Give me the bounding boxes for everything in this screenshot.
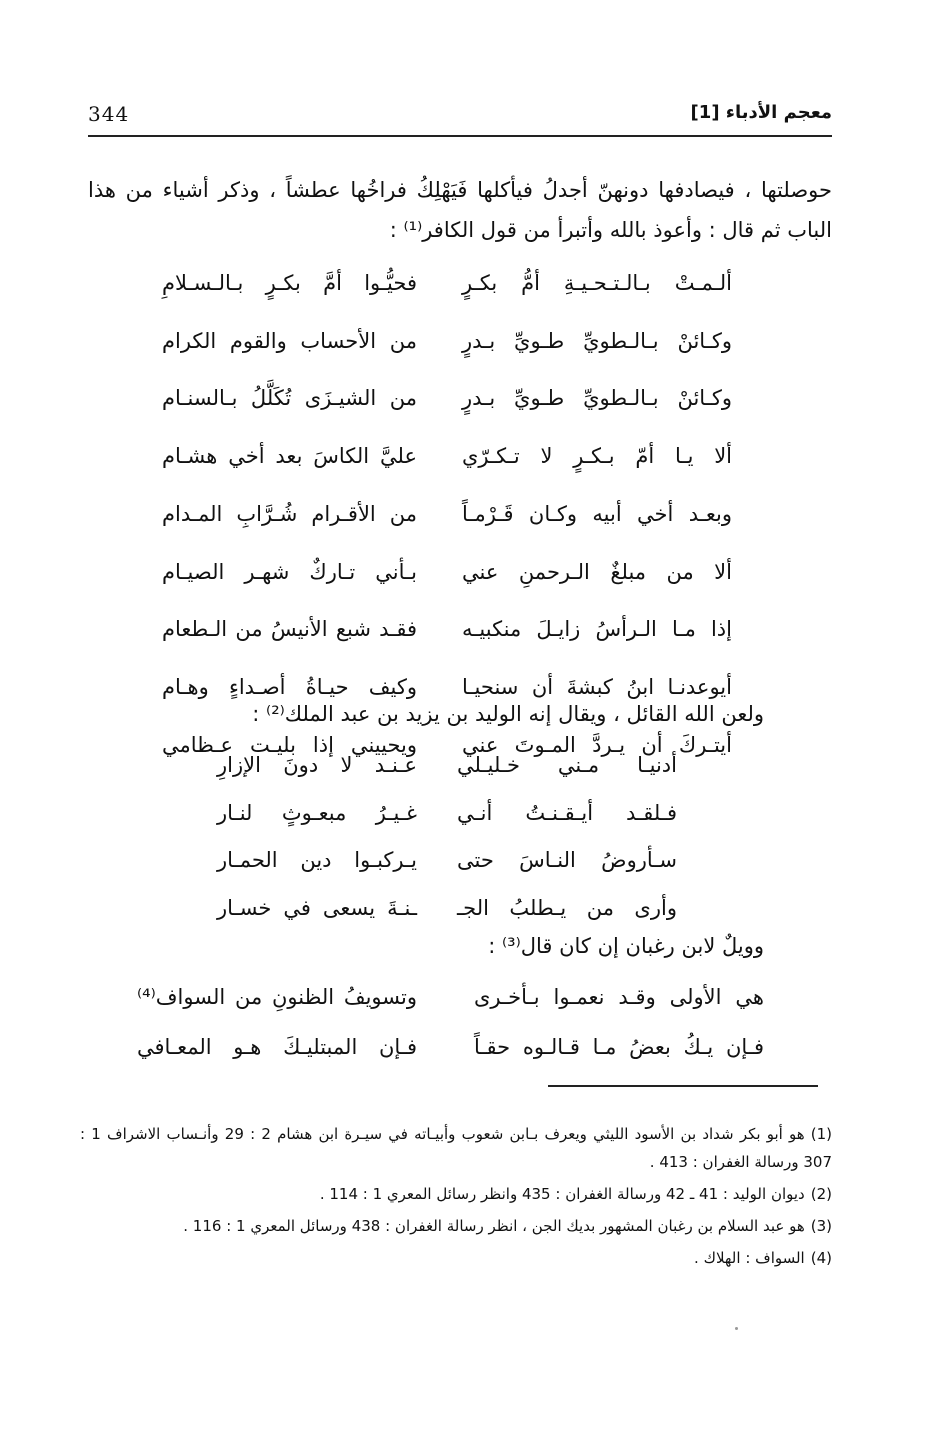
intro-paragraph: حوصلتها ، فيصادفها دونهنّ أجدلُ فيأكلها فَيَهْلِكُ فراخُها عطشاً ، وذكر أشياء من هذا الباب ثم قال : وأعوذ بالله وأتبرأ من قول الكافر⁽¹⁾ :: [88, 178, 832, 242]
verse-line: [0, 788, 932, 838]
footnote: [80, 1244, 832, 1272]
verse-first-hemistich: إذا مـا الـرأسُ زايـلَ منكبيـه: [462, 617, 732, 641]
verse-line: [0, 662, 932, 712]
footnote: [80, 1120, 832, 1176]
verse-second-hemistich: بـأني تـاركٌ شهـر الصيـام: [162, 560, 417, 584]
verse-line: [0, 489, 932, 539]
verse-second-hemistich: من الأحساب والقوم الكرام: [162, 329, 417, 353]
footnote-text: هو أبو بكر شداد بن الأسود الليثي ويعرف بـابن شعوب وأبيـاته في سيـرة ابن هشام 2 : 29 وأنـساب الاشراف 1 : 307 ورسالة الغفران : 413 .: [80, 1125, 832, 1171]
verse-second-hemistich: عليَّ الكاسَ بعد أخي هشـام: [162, 444, 417, 468]
verse-first-hemistich: فـإن يـكُ بعضُ مـا قـالـوه حقـاً: [474, 1035, 764, 1059]
intro-2-paragraph: ولعن الله القائل ، ويقال إنه الوليد بن يزيد بن عبد الملك⁽²⁾ :: [252, 702, 764, 726]
verse-first-hemistich: أدنيـا مـني خـليـلي: [457, 753, 677, 777]
verse-second-hemistich: من الشيـزَى تُكَلَّلُ بـالسنـام: [162, 386, 417, 410]
footnotes: [80, 1120, 832, 1276]
verse-line: [0, 431, 932, 481]
verse-first-hemistich: ألا يـا أمّ بـكـرٍ لا تـكـرّي: [462, 444, 732, 468]
footnote: [80, 1212, 832, 1240]
verse-line: [0, 972, 932, 1022]
footnote-number: (4): [810, 1249, 832, 1267]
verse-first-hemistich: فـلقـد أيـقـنـتُ أنـي: [457, 801, 677, 825]
verse-second-hemistich: عـنـد لا دونَ الإزارِ: [217, 753, 417, 777]
verse-line: [0, 835, 932, 885]
footnote-divider: [548, 1085, 818, 1087]
footnote-number: (3): [810, 1217, 832, 1235]
verse-second-hemistich: يـركبـوا دين الحمـار: [217, 848, 417, 872]
verse-first-hemistich: وكـائنْ بـالـطويِّ طـويِّ بـدرٍ: [462, 386, 732, 410]
footnote-number: (1): [810, 1125, 832, 1143]
footnote-text: هو عبد السلام بن رغبان المشهور بديك الجن ، انظر رسالة الغفران : 438 ورسائل المعري 1 : 116 .: [183, 1217, 805, 1235]
verse-second-hemistich: ـنـةَ يسعى في خسـار: [217, 896, 417, 920]
verse-first-hemistich: وأرى من يـطلبُ الجـ: [457, 896, 677, 920]
verse-first-hemistich: أيتـركَ أن يـردَّ المـوتَ عني: [462, 733, 732, 757]
verse-second-hemistich: غـيـرُ مبعـوثٍ لنـار: [217, 801, 417, 825]
verse-line: [0, 547, 932, 597]
verse-second-hemistich: وكيف حيـاةُ أصـداءٍ وهـام: [162, 675, 417, 699]
verse-first-hemistich: وبعـد أخي أبيه وكـان قَـرْمـاً: [462, 502, 732, 526]
verse-line: [0, 1022, 932, 1072]
verse-second-hemistich: ويحييني إذا بليـت عـظامي: [162, 733, 417, 757]
verse-first-hemistich: هي الأولى وقـد نعمـوا بـأخـرى: [474, 985, 764, 1009]
header-divider: [88, 135, 832, 137]
verse-line: [0, 883, 932, 933]
verse-line: [0, 604, 932, 654]
verse-line: [0, 258, 932, 308]
verse-second-hemistich: فقـد شبع الأنيسُ من الـطعام: [162, 617, 417, 641]
footnote-number: (2): [810, 1185, 832, 1203]
verse-line: [0, 316, 932, 366]
verse-line: [0, 740, 932, 790]
running-title: معجم الأدباء [1]: [690, 102, 832, 123]
verse-second-hemistich: فـإن المبتليـكَ هـو المعـافي: [137, 1035, 417, 1059]
verse-second-hemistich: من الأقـرام شُـرَّابِ المـدام: [162, 502, 417, 526]
page-header: [88, 100, 832, 132]
footnote-text: ديوان الوليد : 41 ـ 42 ورسالة الغفران : 435 وانظر رسائل المعري 1 : 114 .: [319, 1185, 805, 1203]
verse-first-hemistich: ألا من مبلغٌ الـرحمنِ عني: [462, 560, 732, 584]
intro-3-paragraph: وويلٌ لابن رغبان إن كان قال⁽³⁾ :: [488, 934, 764, 958]
verse-first-hemistich: وكـائنْ بـالـطويِّ طـويِّ بـدرٍ: [462, 329, 732, 353]
footnote: [80, 1180, 832, 1208]
verse-second-hemistich: وتسويفُ الظنونِ من السواف⁽⁴⁾: [137, 985, 417, 1009]
verse-first-hemistich: سـأروضُ النـاسَ حتى: [457, 848, 677, 872]
footnote-text: السواف : الهلاك .: [694, 1249, 805, 1267]
verse-line: [0, 373, 932, 423]
scan-speck: [735, 1327, 738, 1330]
verse-first-hemistich: ألـمـتْ بـالـتـحـيـةِ أمُّ بكـرٍ: [462, 271, 732, 295]
verse-second-hemistich: فحيُّـوا أمَّ بكـرٍ بـالـسـلامِ: [162, 271, 417, 295]
verse-first-hemistich: أيوعدنـا ابنُ كبشةَ أن سنحيـا: [462, 675, 732, 699]
page-number: 344: [88, 102, 130, 126]
